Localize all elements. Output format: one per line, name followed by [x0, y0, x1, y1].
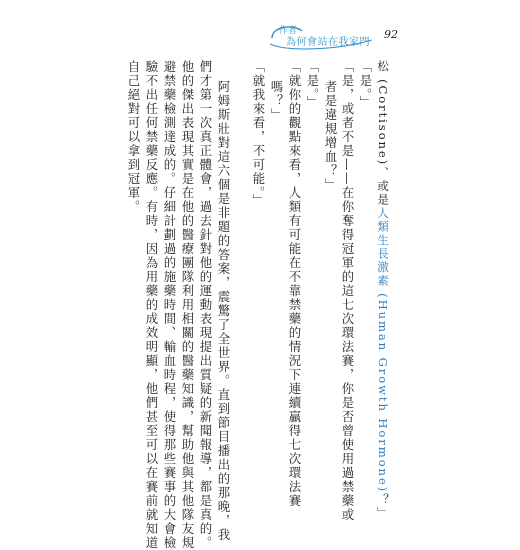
text-column-1: 松 (Cortisone)、或是人類生長激素 (Human Growth Hormone)？」	[376, 60, 390, 521]
book-logo	[268, 22, 376, 52]
text-column-5: 「是。」	[305, 60, 320, 110]
text-column-3: 「是，或者不是——在你奪得冠軍的這七次環法賽，你是否曾使用過禁藥或	[340, 60, 355, 522]
text-column-6: 「就你的觀點來看，人類有可能在不靠禁藥的情況下連續贏得七次環法賽	[287, 60, 302, 508]
page-number: 92	[384, 28, 398, 41]
text-column-13: 驗不出任何禁藥反應。有時，因為用藥的成效明顯，他們甚至可以在賽前就知道	[144, 60, 159, 550]
text-column-9: 阿姆斯壯對這六個是非題的答案，震驚了全世界。直到節目播出的那晚，我	[216, 80, 231, 542]
text-column-2: 「是。」	[358, 60, 373, 110]
text-column-14: 自己絕對可以拿到冠軍。	[126, 60, 141, 214]
highlighted-term: 人類生長激素 (Human Growth Hormone)	[376, 206, 390, 494]
logo-text-line2: 為何會站在我家門	[286, 37, 370, 48]
text-column-8: 「就我來看，不可能。」	[251, 60, 266, 208]
text-column-7: 嗎？」	[269, 80, 284, 122]
text-column-10: 們才第一次真正體會，過去針對他的運動表現提出質疑的新聞報導，都是真的。	[198, 60, 213, 550]
logo-text-line1: 作者	[278, 26, 297, 36]
text-column-4: 者是違規增血？」	[323, 80, 338, 192]
text-column-12: 避禁藥檢測達成的。仔細計劃過的施藥時間、輸血時程，使得那些賽事的大會檢	[162, 60, 177, 550]
text-column-11: 他的傑出表現其實是在他的醫療團隊利用相關的醫藥知識，幫助他與其他隊友規	[180, 60, 195, 550]
